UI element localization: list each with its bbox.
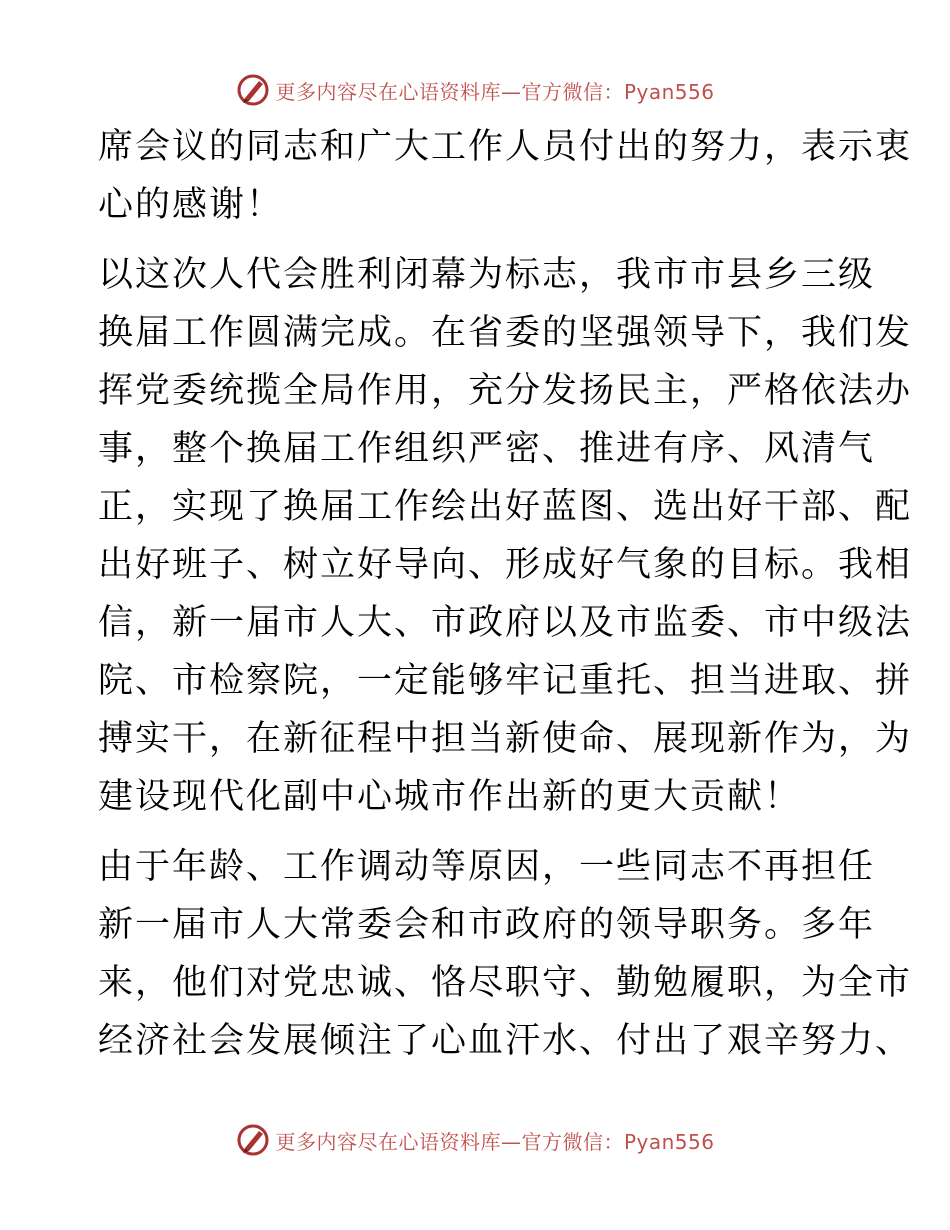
text-line: 院、市检察院，一定能够牢记重托、担当进取、拼 [98,661,913,701]
text-line: 事，整个换届工作组织严密、推进有序、风清气 [98,429,876,469]
footer-watermark [0,1122,950,1158]
text-line: 建设现代化副中心城市作出新的更大贡献！ [98,777,802,817]
text-line: 以这次人代会胜利闭幕为标志，我市市县乡三级 [98,255,876,295]
text-line: 来，他们对党忠诚、恪尽职守、勤勉履职，为全市 [98,963,913,1003]
text-line: 席会议的同志和广大工作人员付出的努力，表示衷 [98,127,913,167]
text-line: 信，新一届市人大、市政府以及市监委、市中级法 [98,603,913,643]
text-line: 正，实现了换届工作绘出好蓝图、选出好干部、配 [98,487,913,527]
header-watermark [0,72,950,108]
paragraph-3 [98,838,913,1070]
text-line: 挥党委统揽全局作用，充分发扬民主，严格依法办 [98,371,913,411]
text-line: 出好班子、树立好导向、形成好气象的目标。我相 [98,545,913,585]
text-line: 心的感谢！ [98,185,284,225]
paragraph-1 [98,118,913,234]
text-line: 新一届市人大常委会和市政府的领导职务。多年 [98,905,876,945]
pen-circle-logo-icon [235,1122,271,1158]
document-body [98,118,913,1070]
pen-circle-logo-icon [235,72,271,108]
text-line: 由于年龄、工作调动等原因，一些同志不再担任 [98,847,876,887]
paragraph-2 [98,246,913,826]
text-line: 经济社会发展倾注了心血汗水、付出了艰辛努力、 [98,1021,913,1061]
text-line: 搏实干，在新征程中担当新使命、展现新作为，为 [98,719,913,759]
watermark-text: 更多内容尽在心语资料库—官方微信：Pyan556 [275,1129,715,1154]
text-line: 换届工作圆满完成。在省委的坚强领导下，我们发 [98,313,913,353]
watermark-text: 更多内容尽在心语资料库—官方微信：Pyan556 [275,79,715,104]
